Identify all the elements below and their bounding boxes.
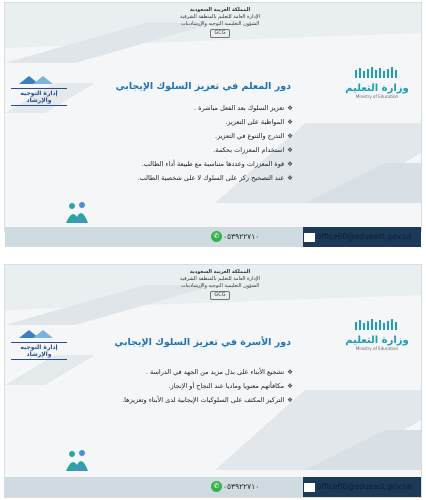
bullet-icon: ❖ (287, 174, 293, 182)
point-text: المواظبة على التعزيز. (225, 118, 285, 126)
point-text: عند التصحيح ركز على السلوك لا على شخصية الطالب. (137, 174, 285, 182)
letterhead-line3: الشؤون التعليمية التوجيه والإرشادبنات (180, 283, 260, 289)
point-text: قوة المعززات وعددها متناسبة مع طبيعة أداء الطالب. (141, 160, 285, 168)
mail-icon (303, 482, 316, 493)
emblem-logo: GCG (210, 29, 229, 38)
point-text: مكافأتهم معنويا وماديا عند النجاح أو الإنجاز. (168, 382, 285, 390)
list-item (138, 143, 293, 157)
letterhead (155, 7, 285, 38)
letterhead-line2: الإدارة العامة للتعليم بالمنطقة الشرقية (180, 14, 260, 20)
guidance-logo-icon (19, 76, 59, 84)
letterhead-line3: الشؤون التعليمية التوجيه والإرشادبنات (180, 21, 260, 27)
list-item (138, 129, 293, 143)
flyer-card-family (4, 264, 422, 498)
email-address: office60@edueast.gov.sa (317, 232, 412, 241)
whatsapp-icon: ✆ (211, 481, 222, 492)
emblem-logo: GCG (210, 291, 229, 300)
card-title: دور الأسرة في تعزيز السلوك الإيجابي (114, 337, 291, 348)
point-text: تشجيع الأبناء على بذل مزيد من الجهد في الدراسة . (145, 368, 285, 376)
guidance-department-logo (11, 69, 67, 106)
bullet-icon: ❖ (287, 104, 293, 112)
point-text: استخدام المعززات بحكمة. (213, 146, 285, 154)
contact-footer (5, 227, 421, 247)
whatsapp-icon: ✆ (211, 231, 222, 242)
card-title: دور المعلم في تعزيز السلوك الإيجابي (115, 81, 291, 92)
phone-number: ٠٥٣٩٢٢٧١٠ (223, 482, 260, 491)
letterhead-line2: الإدارة العامة للتعليم بالمنطقة الشرقية (180, 276, 260, 282)
bullet-icon: ❖ (287, 118, 293, 126)
ministry-name-english: Ministry of Education (355, 346, 399, 351)
ministry-logo (345, 317, 409, 352)
guidance-department-logo (11, 323, 67, 360)
contact-footer (5, 477, 421, 497)
list-item (138, 101, 293, 115)
points-list (122, 365, 293, 407)
letterhead-line1: المملكة العربية السعودية (189, 269, 251, 275)
guidance-department-text: إدارة التوجيه والإرشاد (11, 88, 67, 106)
flyer-card-teacher (4, 2, 422, 241)
list-item (138, 157, 293, 171)
bullet-icon: ❖ (287, 160, 293, 168)
bullet-icon: ❖ (287, 368, 293, 376)
guidance-department-text: إدارة التوجيه والإرشاد (11, 342, 67, 360)
people-logo-icon (63, 201, 91, 225)
bullet-icon: ❖ (287, 396, 293, 404)
ministry-logo-icon (353, 318, 401, 332)
email-address: office60@edueast.gov.sa (317, 482, 412, 491)
points-list (138, 101, 293, 185)
ministry-name-english: Ministry of Education (355, 94, 399, 99)
point-text: تعزيز السلوك بعد الفعل مباشرة . (194, 104, 285, 112)
point-text: التدرج والتنوع في التعزيز. (214, 132, 285, 140)
mail-icon (303, 232, 316, 243)
letterhead-line1: المملكة العربية السعودية (189, 7, 251, 13)
point-text: التركيز المكثف على السلوكيات الإيجابية لدى الأبناء وتعزيزها. (122, 396, 285, 404)
ministry-logo (345, 65, 409, 100)
ministry-name-arabic: وزارة التعليم (345, 83, 409, 94)
ministry-logo-icon (353, 66, 401, 80)
letterhead (155, 269, 285, 300)
list-item (122, 393, 293, 407)
bullet-icon: ❖ (287, 146, 293, 154)
bullet-icon: ❖ (287, 132, 293, 140)
people-logo-icon (63, 449, 91, 473)
bullet-icon: ❖ (287, 382, 293, 390)
list-item (122, 365, 293, 379)
ministry-name-arabic: وزارة التعليم (345, 335, 409, 346)
list-item (122, 379, 293, 393)
list-item (138, 171, 293, 185)
guidance-logo-icon (19, 330, 59, 338)
phone-number: ٠٥٣٩٢٢٧١٠ (223, 232, 260, 241)
list-item (138, 115, 293, 129)
